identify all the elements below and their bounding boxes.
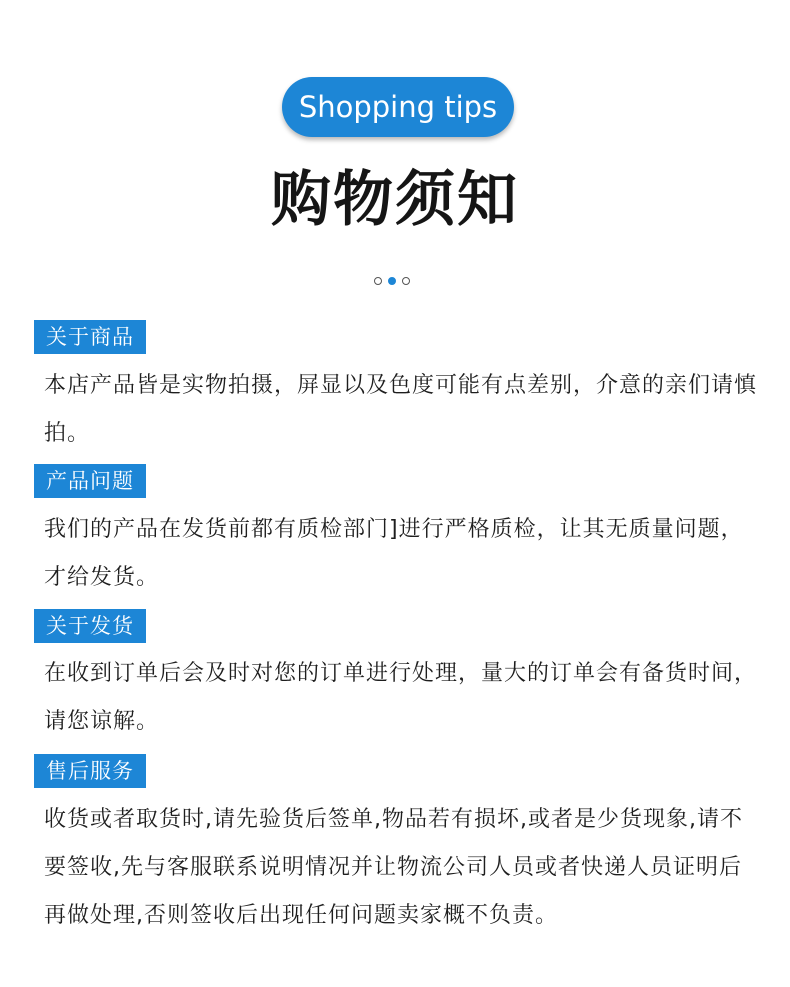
shopping-tips-badge: Shopping tips <box>282 77 514 137</box>
carousel-dot-2[interactable] <box>388 277 396 285</box>
section-label-about-product: 关于商品 <box>34 320 146 354</box>
section-label-product-issues: 产品问题 <box>34 464 146 498</box>
section-label-after-sales: 售后服务 <box>34 754 146 788</box>
carousel-indicator <box>374 277 410 285</box>
carousel-dot-1[interactable] <box>374 277 382 285</box>
section-label-about-shipping: 关于发货 <box>34 609 146 643</box>
section-body-after-sales: 收货或者取货时,请先验货后签单,物品若有损坏,或者是少货现象,请不要签收,先与客服联系说明情况并让物流公司人员或者快递人员证明后再做处理,否则签收后出现任何问题卖家概不负责。 <box>44 807 743 928</box>
section-body-about-product: 本店产品皆是实物拍摄，屏显以及色度可能有点差别，介意的亲们请慎拍。 <box>44 373 758 446</box>
carousel-dot-3[interactable] <box>402 277 410 285</box>
section-body-about-shipping: 在收到订单后会及时对您的订单进行处理，量大的订单会有备货时间，请您谅解。 <box>44 661 758 734</box>
page-title: 购物须知 <box>271 165 519 235</box>
section-body-product-issues: 我们的产品在发货前都有质检部门]进行严格质检，让其无质量问题，才给发货。 <box>44 517 744 590</box>
